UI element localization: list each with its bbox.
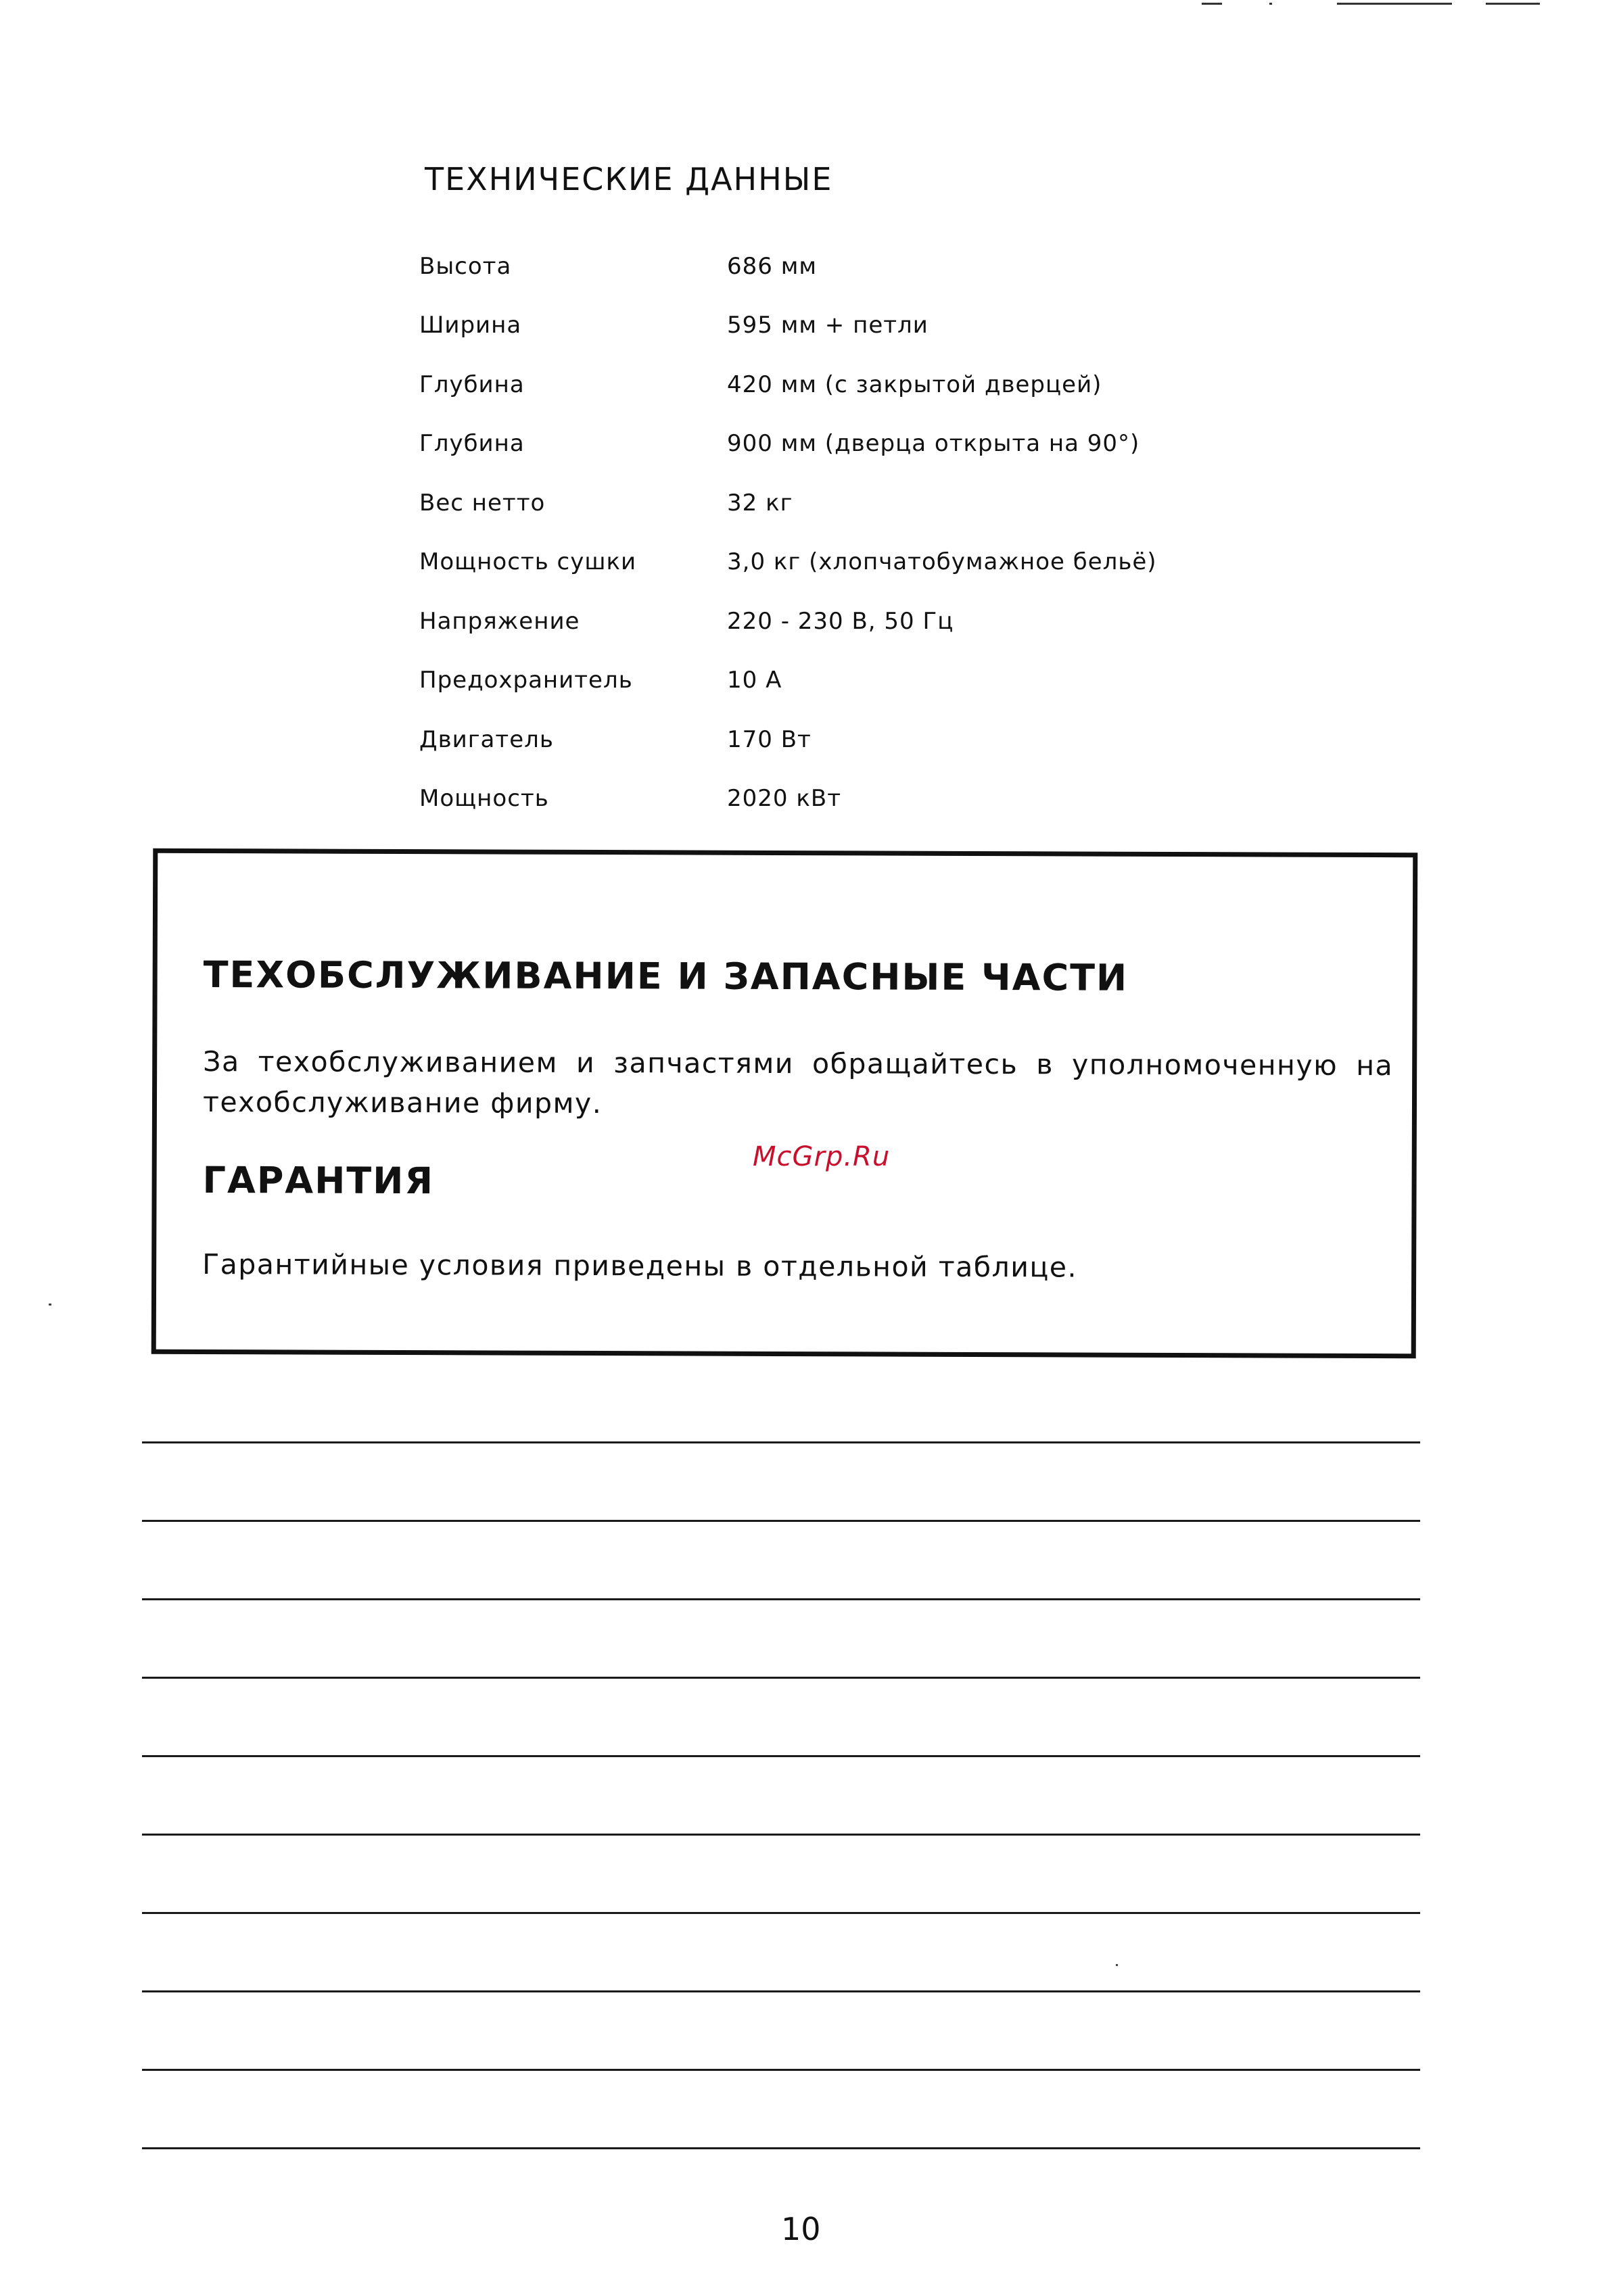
note-line bbox=[142, 2147, 1420, 2149]
note-line bbox=[142, 1441, 1420, 1443]
spec-row bbox=[419, 533, 1157, 592]
spec-label: Ширина bbox=[419, 312, 522, 339]
spec-value: 686 мм bbox=[727, 252, 818, 280]
spec-row bbox=[419, 769, 1157, 829]
notes-lines bbox=[142, 1441, 1420, 2226]
note-line bbox=[142, 1598, 1420, 1600]
watermark: McGrp.Ru bbox=[753, 1141, 891, 1172]
note-line bbox=[142, 1755, 1420, 1757]
spec-value: 595 мм + петли bbox=[727, 312, 929, 339]
note-line bbox=[142, 1677, 1420, 1679]
spec-label: Предохранитель bbox=[419, 667, 633, 694]
spec-label: Глубина bbox=[419, 430, 525, 458]
spec-value: 170 Вт bbox=[727, 725, 812, 753]
spec-label: Высота bbox=[419, 252, 512, 280]
spec-row bbox=[419, 296, 1157, 356]
note-line bbox=[142, 2069, 1420, 2071]
spec-row bbox=[419, 473, 1157, 533]
service-text: За техобслуживанием и запчастями обращайтесь в уполномоченную на техобслуживание фирму. bbox=[202, 1045, 1394, 1120]
service-warranty-box bbox=[151, 848, 1418, 1359]
spec-row bbox=[419, 592, 1157, 651]
scan-artifact-marks bbox=[1202, 0, 1553, 8]
note-line bbox=[142, 1520, 1420, 1522]
spec-row bbox=[419, 237, 1157, 296]
note-line bbox=[142, 1990, 1420, 1992]
spec-value: 3,0 кг (хлопчатобумажное бельё) bbox=[727, 548, 1157, 576]
note-line bbox=[142, 1912, 1420, 1914]
note-line bbox=[142, 1834, 1420, 1836]
spec-value: 32 кг bbox=[727, 489, 793, 517]
spec-value: 900 мм (дверца открыта на 90°) bbox=[727, 430, 1140, 458]
spec-label: Напряжение bbox=[419, 607, 580, 635]
spec-value: 2020 кВт bbox=[727, 785, 842, 813]
specs-table bbox=[419, 237, 1157, 828]
specs-title: ТЕХНИЧЕСКИЕ ДАННЫЕ bbox=[425, 161, 833, 197]
spec-label: Мощность сушки bbox=[419, 548, 637, 576]
spec-label: Вес нетто bbox=[419, 489, 546, 517]
scan-speck bbox=[1116, 1964, 1118, 1966]
spec-label: Мощность bbox=[419, 785, 549, 813]
scan-speck bbox=[49, 1304, 51, 1306]
warranty-heading: ГАРАНТИЯ bbox=[202, 1158, 435, 1203]
spec-value: 220 - 230 В, 50 Гц bbox=[727, 607, 954, 635]
spec-row bbox=[419, 355, 1157, 414]
page-number: 10 bbox=[781, 2211, 821, 2247]
service-heading: ТЕХОБСЛУЖИВАНИЕ И ЗАПАСНЫЕ ЧАСТИ bbox=[203, 953, 1129, 999]
spec-value: 10 А bbox=[727, 667, 782, 694]
spec-row bbox=[419, 710, 1157, 769]
spec-label: Двигатель bbox=[419, 725, 554, 753]
spec-label: Глубина bbox=[419, 370, 525, 398]
spec-row bbox=[419, 651, 1157, 711]
spec-value: 420 мм (с закрытой дверцей) bbox=[727, 370, 1102, 398]
warranty-text: Гарантийные условия приведены в отдельной таблице. bbox=[202, 1247, 1078, 1284]
specs-table-body bbox=[419, 237, 1157, 828]
spec-row bbox=[419, 414, 1157, 474]
